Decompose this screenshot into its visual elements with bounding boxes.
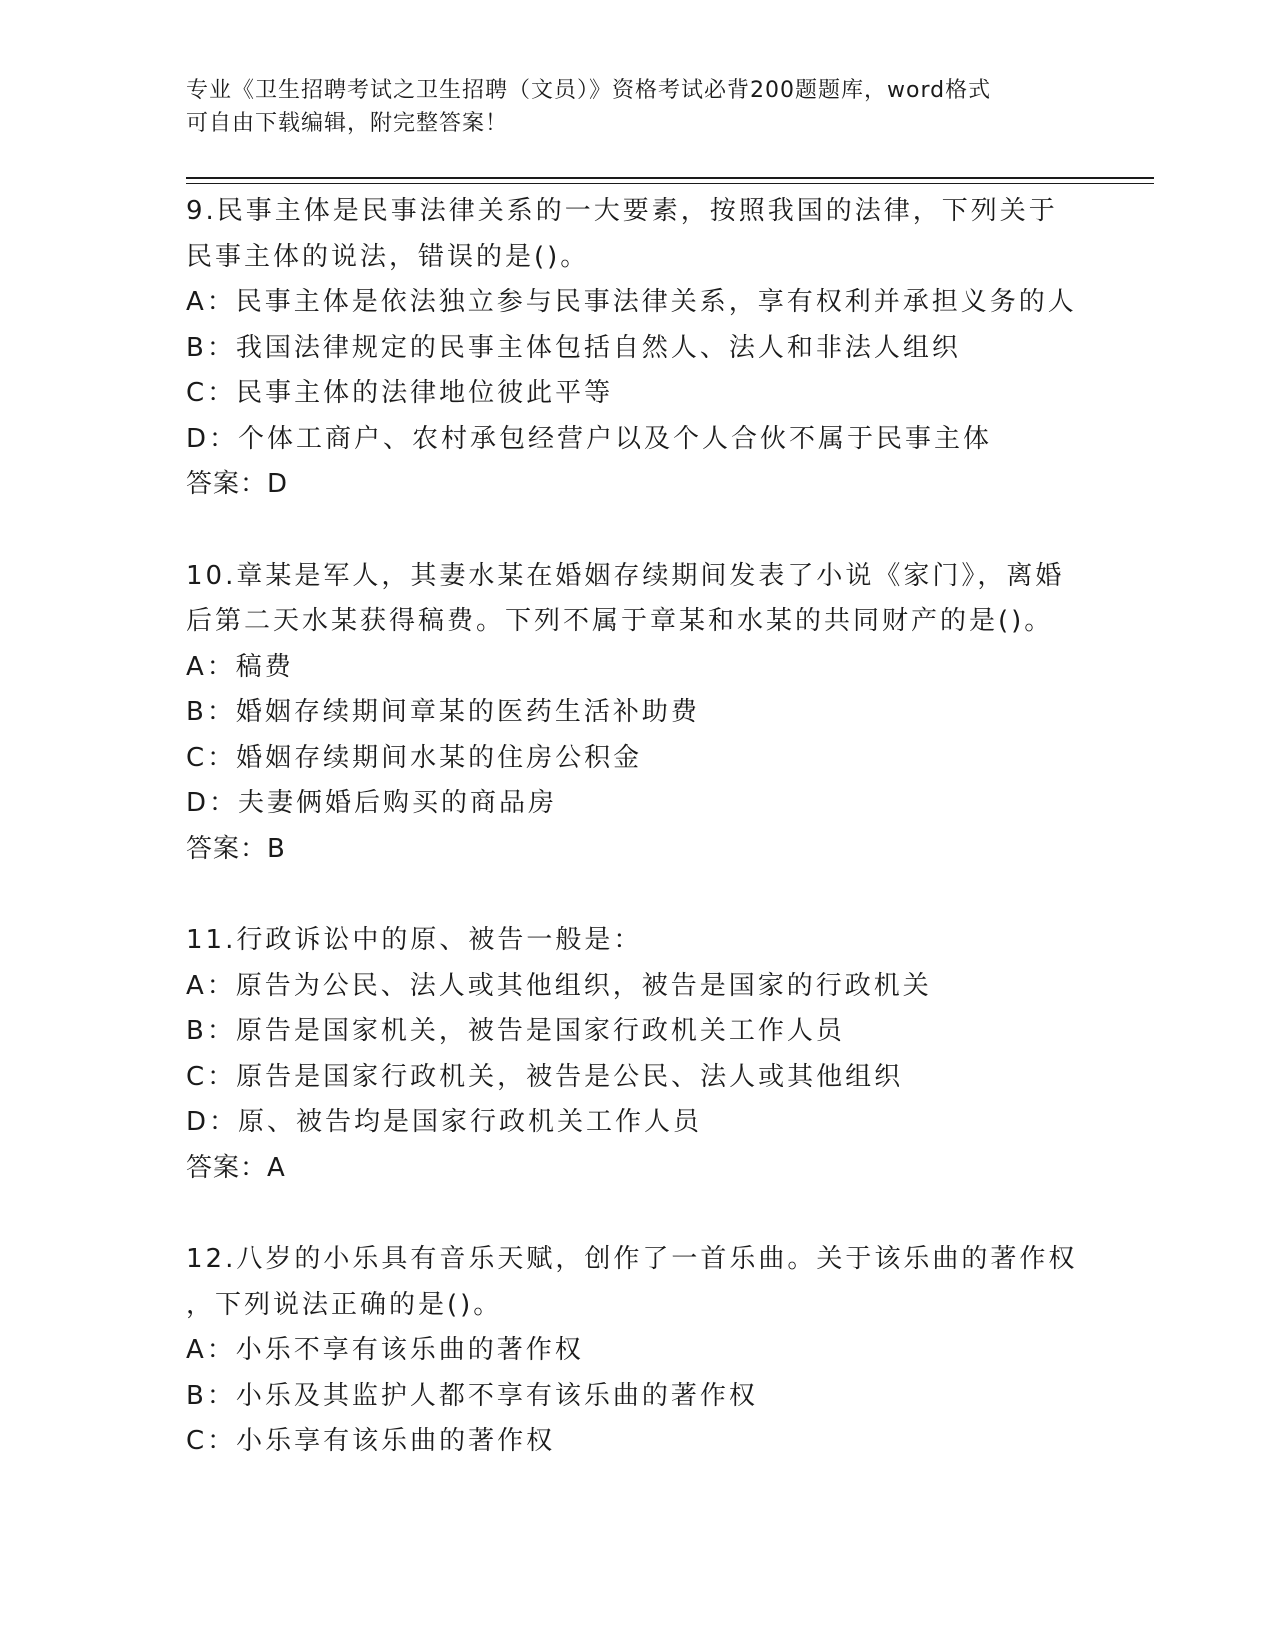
question-text: ，下列说法正确的是()。 xyxy=(186,1289,503,1320)
question-text: 11.行政诉讼中的原、被告一般是： xyxy=(186,925,643,955)
answer: 答案：B xyxy=(186,833,286,864)
option-a: A：原告为公民、法人或其他组织，被告是国家的行政机关 xyxy=(186,970,932,1001)
question-list xyxy=(186,189,1086,1465)
header-title-line-2: 可自由下载编辑，附完整答案！ xyxy=(186,111,509,136)
header-divider-thick xyxy=(186,177,1154,179)
option-b: B：我国法律规定的民事主体包括自然人、法人和非法人组织 xyxy=(186,332,961,363)
question-11 xyxy=(186,918,1086,1191)
answer: 答案：A xyxy=(186,1152,286,1183)
question-spacer xyxy=(186,872,1086,918)
option-a: A：民事主体是依法独立参与民事法律关系，享有权利并承担义务的人 xyxy=(186,287,1077,317)
option-a: A：小乐不享有该乐曲的著作权 xyxy=(186,1335,584,1365)
header-title-line-1: 专业《卫生招聘考试之卫生招聘（文员）》资格考试必背200题题库，word格式 xyxy=(186,78,992,103)
question-spacer xyxy=(186,1191,1086,1237)
option-d: D：夫妻俩婚后购买的商品房 xyxy=(186,788,558,818)
option-c: C：原告是国家行政机关，被告是公民、法人或其他组织 xyxy=(186,1061,904,1092)
option-b: B：原告是国家机关，被告是国家行政机关工作人员 xyxy=(186,1016,845,1046)
question-text: 民事主体的说法，错误的是()。 xyxy=(186,241,590,272)
option-c: C：婚姻存续期间水某的住房公积金 xyxy=(186,742,643,773)
option-d: D：个体工商户、农村承包经营户以及个人合伙不属于民事主体 xyxy=(186,423,993,454)
question-spacer xyxy=(186,508,1086,554)
question-10 xyxy=(186,554,1086,873)
option-a: A：稿费 xyxy=(186,651,294,682)
option-c: C：小乐享有该乐曲的著作权 xyxy=(186,1426,556,1456)
question-9 xyxy=(186,189,1086,508)
question-text: 后第二天水某获得稿费。下列不属于章某和水某的共同财产的是()。 xyxy=(186,606,1054,636)
question-text: 12.八岁的小乐具有音乐天赋，创作了一首乐曲。关于该乐曲的著作权 xyxy=(186,1244,1078,1274)
answer: 答案：D xyxy=(186,469,289,499)
question-text: 9.民事主体是民事法律关系的一大要素，按照我国的法律，下列关于 xyxy=(186,196,1058,226)
option-d: D：原、被告均是国家行政机关工作人员 xyxy=(186,1107,703,1137)
question-12 xyxy=(186,1237,1086,1465)
header-divider-thin xyxy=(186,183,1154,184)
option-b: B：婚姻存续期间章某的医药生活补助费 xyxy=(186,697,700,727)
option-c: C：民事主体的法律地位彼此平等 xyxy=(186,378,614,408)
question-text: 10.章某是军人，其妻水某在婚姻存续期间发表了小说《家门》，离婚 xyxy=(186,560,1065,591)
document-header xyxy=(186,74,1066,140)
option-b: B：小乐及其监护人都不享有该乐曲的著作权 xyxy=(186,1380,758,1411)
